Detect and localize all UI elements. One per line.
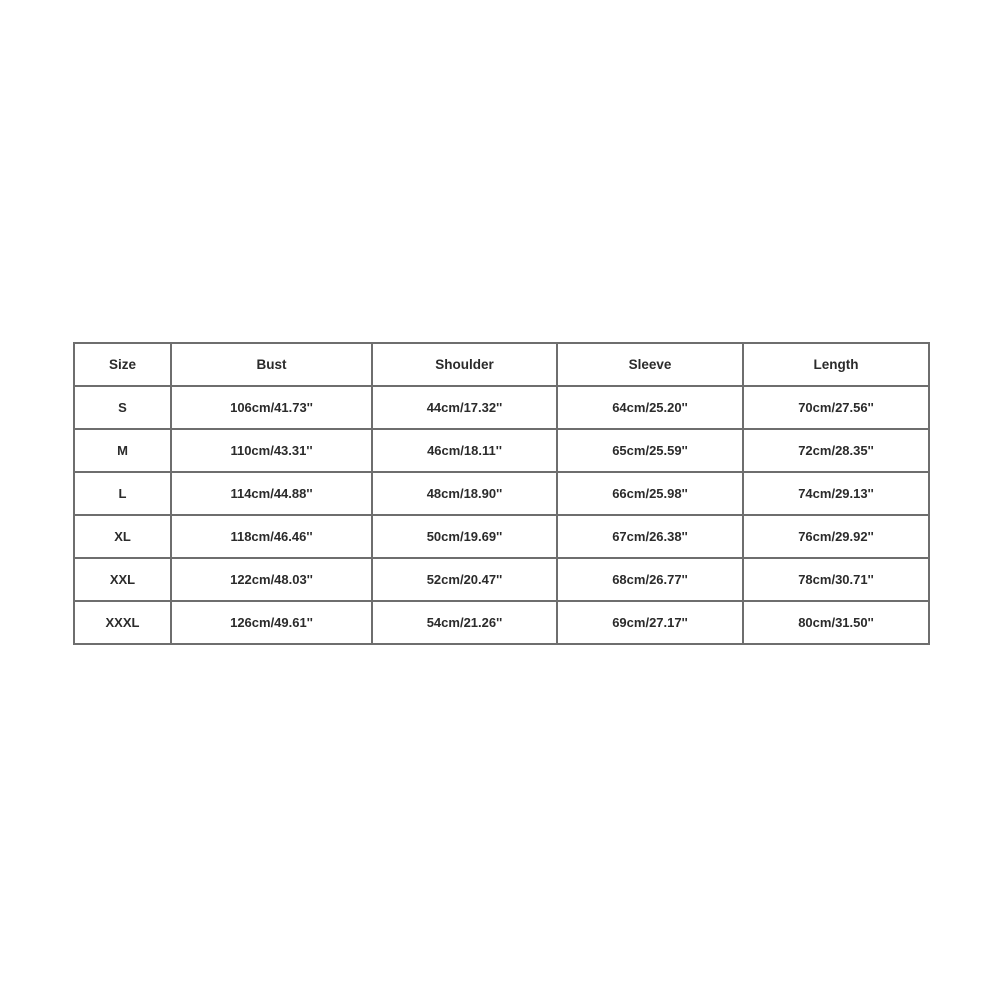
table-row: [74, 386, 929, 429]
table-row: [74, 558, 929, 601]
shoulder-cell: 54cm/21.26'': [372, 601, 557, 644]
bust-cell: 122cm/48.03'': [171, 558, 372, 601]
sleeve-cell: 64cm/25.20'': [557, 386, 743, 429]
shoulder-cell: 52cm/20.47'': [372, 558, 557, 601]
size-cell: XXXL: [74, 601, 171, 644]
header-size: Size: [74, 343, 171, 386]
length-cell: 76cm/29.92'': [743, 515, 929, 558]
sleeve-cell: 66cm/25.98'': [557, 472, 743, 515]
sleeve-cell: 69cm/27.17'': [557, 601, 743, 644]
shoulder-cell: 50cm/19.69'': [372, 515, 557, 558]
header-sleeve: Sleeve: [557, 343, 743, 386]
length-cell: 80cm/31.50'': [743, 601, 929, 644]
sleeve-cell: 68cm/26.77'': [557, 558, 743, 601]
length-cell: 78cm/30.71'': [743, 558, 929, 601]
bust-cell: 110cm/43.31'': [171, 429, 372, 472]
table-row: [74, 429, 929, 472]
shoulder-cell: 44cm/17.32'': [372, 386, 557, 429]
size-cell: XXL: [74, 558, 171, 601]
length-cell: 70cm/27.56'': [743, 386, 929, 429]
bust-cell: 126cm/49.61'': [171, 601, 372, 644]
size-chart-table: [73, 342, 930, 645]
table-row: [74, 601, 929, 644]
size-cell: XL: [74, 515, 171, 558]
header-bust: Bust: [171, 343, 372, 386]
shoulder-cell: 48cm/18.90'': [372, 472, 557, 515]
header-length: Length: [743, 343, 929, 386]
header-row: [74, 343, 929, 386]
length-cell: 74cm/29.13'': [743, 472, 929, 515]
size-cell: S: [74, 386, 171, 429]
size-cell: L: [74, 472, 171, 515]
shoulder-cell: 46cm/18.11'': [372, 429, 557, 472]
sleeve-cell: 67cm/26.38'': [557, 515, 743, 558]
table-row: [74, 472, 929, 515]
header-shoulder: Shoulder: [372, 343, 557, 386]
bust-cell: 114cm/44.88'': [171, 472, 372, 515]
sleeve-cell: 65cm/25.59'': [557, 429, 743, 472]
table-row: [74, 515, 929, 558]
size-cell: M: [74, 429, 171, 472]
length-cell: 72cm/28.35'': [743, 429, 929, 472]
bust-cell: 106cm/41.73'': [171, 386, 372, 429]
bust-cell: 118cm/46.46'': [171, 515, 372, 558]
